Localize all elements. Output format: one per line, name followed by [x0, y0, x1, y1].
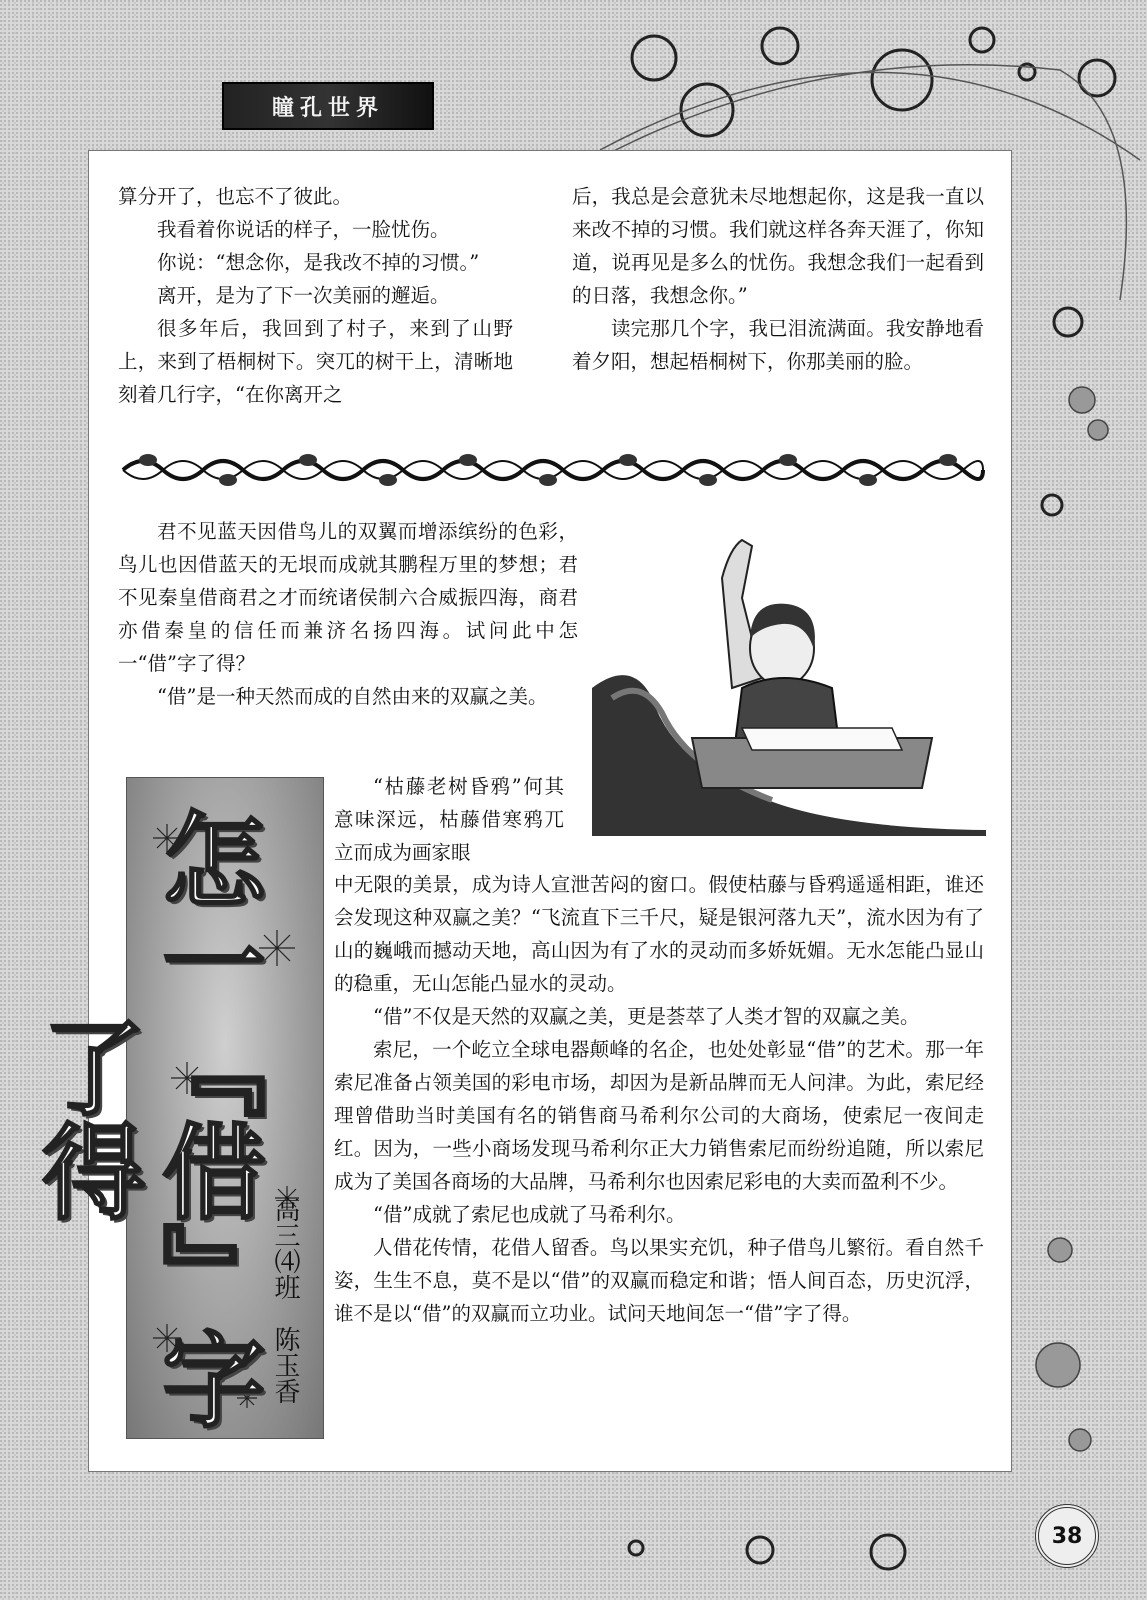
article-paragraph: 索尼，一个屹立全球电器颠峰的名企，也处处彰显“借”的艺术。那一年索尼准备占领美国的彩电市场，却因为是新品牌而无人问津。为此，索尼经理曾借助当时美国有名的销售商马希利尔公司的大商场，使索尼一夜间走红。因为，一些小商场发现马希利尔正大力销售索尼而纷纷追随，所以索尼成为了美国各商场的大品牌，马希利尔也因索尼彩电的大卖而盈利不少。 [334, 1038, 984, 1193]
author-byline: 高三⑷班 陈玉香 [270, 1196, 300, 1404]
article-paragraph: 君不见蓝天因借鸟儿的双翼而增添缤纷的色彩，鸟儿也因借蓝天的无垠而成就其鹏程万里的梦想；君不见秦皇借商君之才而统诸侯制六合威振四海，商君亦借秦皇的信任而兼济名扬四海。试问此中怎一“借”字了得？ [118, 520, 578, 675]
article-paragraph: “借”不仅是天然的双赢之美，更是荟萃了人类才智的双赢之美。 [373, 1005, 920, 1028]
story-paragraph: 读完那几个字，我已泪流满面。我安静地看着夕阳，想起梧桐树下，你那美丽的脸。 [572, 317, 984, 373]
story-right-column [572, 180, 984, 378]
article-wrap-text [334, 770, 564, 869]
story-paragraph: 后，我总是会意犹未尽地想起你，这是我一直以来改不掉的习惯。我们就这样各奔天涯了，你知道，说再见是多么的忧伤。我想念我们一起看到的日落，我想念你。” [572, 185, 984, 307]
article-paragraph: “借”是一种天然而成的自然由来的双赢之美。 [157, 685, 548, 708]
article-intro [118, 515, 578, 713]
article-title: 怎一『借』字了得 [24, 806, 266, 1430]
page-number: 38 [1035, 1504, 1099, 1568]
section-title-badge: 瞳孔世界 [222, 82, 434, 130]
story-paragraph: 你说：“想念你，是我改不掉的习惯。” [157, 251, 480, 274]
story-paragraph: 算分开了，也忘不了彼此。 [118, 185, 353, 208]
article-body [334, 868, 984, 1330]
story-paragraph: 很多年后，我回到了村子，来到了山野上，来到了梧桐树下。突兀的树干上，清晰地刻着几行字，“在你离开之 [118, 317, 513, 406]
article-paragraph: “枯藤老树昏鸦”何其意味深远，枯藤借寒鸦兀立而成为画家眼 [334, 775, 564, 864]
story-paragraph: 我看着你说话的样子，一脸忧伤。 [157, 218, 450, 241]
article-paragraph: 中无限的美景，成为诗人宣泄苦闷的窗口。假使枯藤与昏鸦遥遥相距，谁还会发现这种双赢之美？“飞流直下三千尺，疑是银河落九天”，流水因为有了山的巍峨而撼动天地，高山因为有了水的灵动而多娇妩媚。无水怎能凸显山的稳重，无山怎能凸显水的灵动。 [334, 873, 984, 995]
floral-vine-divider [118, 450, 988, 490]
article-paragraph: 人借花传情，花借人留香。鸟以果实充饥，种子借鸟儿繁衍。看自然千姿，生生不息，莫不是以“借”的双赢而稳定和谐；悟人间百态，历史沉浮，谁不是以“借”的双赢而立功业。试问天地间怎一“借”字了得。 [334, 1236, 984, 1325]
story-left-column [118, 180, 513, 411]
story-paragraph: 离开，是为了下一次美丽的邂逅。 [157, 284, 450, 307]
article-paragraph: “借”成就了索尼也成就了马希利尔。 [373, 1203, 686, 1226]
student-illustration [592, 538, 986, 836]
